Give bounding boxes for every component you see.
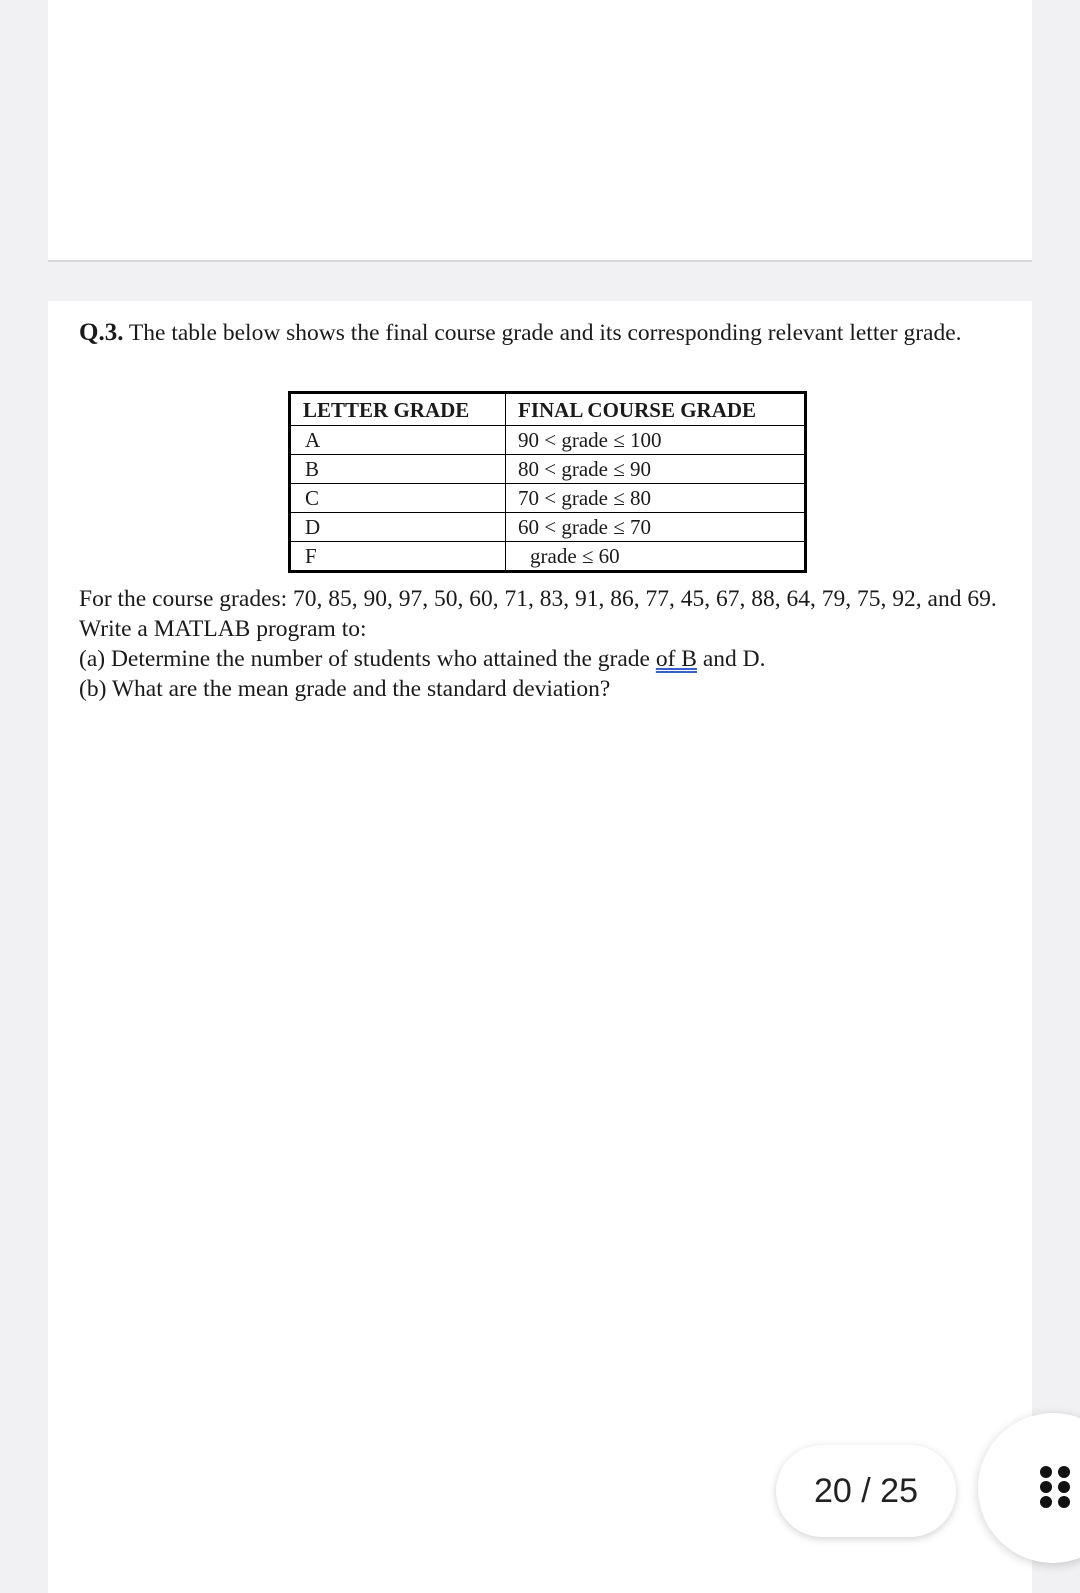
- question-text: [79, 317, 1009, 349]
- range-cell: 70 < grade ≤ 80: [506, 484, 806, 513]
- grades-paragraph: For the course grades: 70, 85, 90, 97, 50, 60, 71, 83, 91, 86, 77, 45, 67, 88, 64, 79, 75, 92, and 69. Write a MATLAB program to:: [79, 586, 997, 642]
- question-intro: The table below shows the final course grade and its corresponding relevant letter grade.: [123, 320, 962, 346]
- range-cell: grade ≤ 60: [506, 542, 806, 572]
- more-options-icon[interactable]: [1040, 1466, 1070, 1508]
- current-page: [48, 301, 1032, 1593]
- table-row: [290, 542, 806, 572]
- page-counter[interactable]: 20 / 25: [776, 1445, 956, 1537]
- part-a-underlined: of B: [655, 646, 697, 672]
- header-final-course-grade: FINAL COURSE GRADE: [506, 393, 806, 426]
- part-a-text: (a) Determine the number of students who attained the grade: [79, 646, 656, 672]
- letter-cell: A: [290, 426, 506, 455]
- table-header-row: [290, 393, 806, 426]
- part-b: (b) What are the mean grade and the standard deviation?: [79, 676, 611, 702]
- letter-cell: B: [290, 455, 506, 484]
- previous-page: [48, 0, 1032, 262]
- grade-table: [288, 391, 807, 573]
- letter-cell: F: [290, 542, 506, 572]
- letter-cell: C: [290, 484, 506, 513]
- table-row: [290, 455, 806, 484]
- table-row: [290, 513, 806, 542]
- part-a: [79, 644, 1019, 674]
- range-cell: 90 < grade ≤ 100: [506, 426, 806, 455]
- letter-cell: D: [290, 513, 506, 542]
- table-row: [290, 484, 806, 513]
- question-body: [79, 584, 1019, 704]
- header-letter-grade: LETTER GRADE: [290, 393, 506, 426]
- table-row: [290, 426, 806, 455]
- question-number: Q.3.: [79, 319, 124, 346]
- range-cell: 60 < grade ≤ 70: [506, 513, 806, 542]
- part-a-end: and D.: [696, 646, 766, 672]
- range-cell: 80 < grade ≤ 90: [506, 455, 806, 484]
